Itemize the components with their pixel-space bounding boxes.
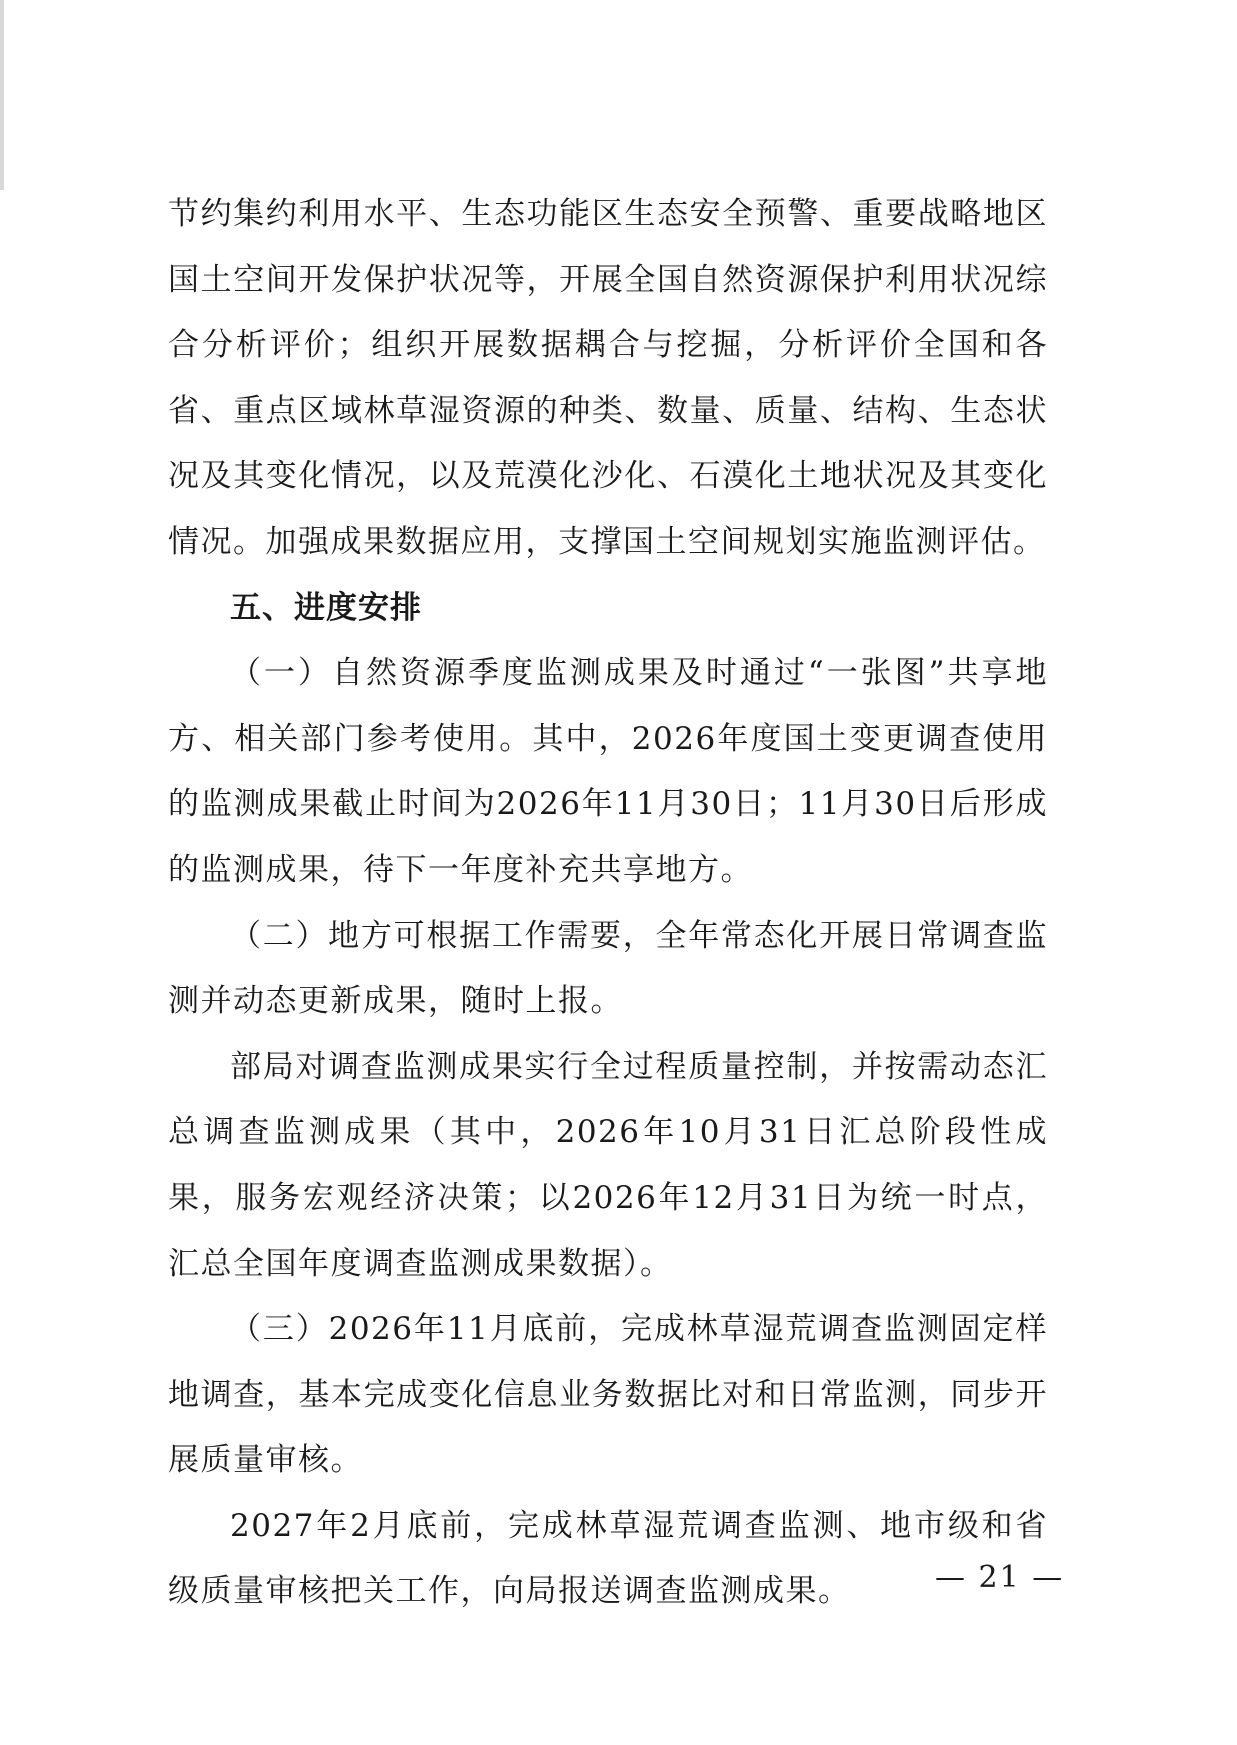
scan-edge-mark: [0, 0, 4, 190]
paragraph-schedule-3: （三）2026年11月底前，完成林草湿荒调查监测固定样地调查，基本完成变化信息业务数据比对和日常监测，同步开展质量审核。: [168, 1311, 1048, 1479]
paragraph-schedule-1: （一）自然资源季度监测成果及时通过“一张图”共享地方、相关部门参考使用。其中，2026年度国土变更调查使用的监测成果截止时间为2026年11月30日；11月30日后形成的监测成果，待下一年度补充共享地方。: [168, 655, 1048, 888]
section-heading-schedule: 五、进度安排: [230, 589, 422, 626]
paragraph-feb-deadline: 2027年2月底前，完成林草湿荒调查监测、地市级和省级质量审核把关工作，向局报送调查监测成果。: [168, 1507, 1048, 1610]
paragraph-continuation: 节约集约利用水平、生态功能区生态安全预警、重要战略地区国土空间开发保护状况等，开展全国自然资源保护利用状况综合分析评价；组织开展数据耦合与挖掘，分析评价全国和各省、重点区域林草湿资源的种类、数量、质量、结构、生态状况及其变化情况，以及荒漠化沙化、石漠化土地状况及其变化情况。加强成果数据应用，支撑国土空间规划实施监测评估。: [168, 196, 1048, 560]
page-number: — 21 —: [935, 1560, 1065, 1595]
document-body: [168, 182, 1048, 1625]
paragraph-quality-control: 部局对调查监测成果实行全过程质量控制，并按需动态汇总调查监测成果（其中，2026年10月31日汇总阶段性成果，服务宏观经济决策；以2026年12月31日为统一时点，汇总全国年度调查监测成果数据）。: [168, 1048, 1048, 1282]
paragraph-schedule-2: （二）地方可根据工作需要，全年常态化开展日常调查监测并动态更新成果，随时上报。: [168, 917, 1048, 1020]
